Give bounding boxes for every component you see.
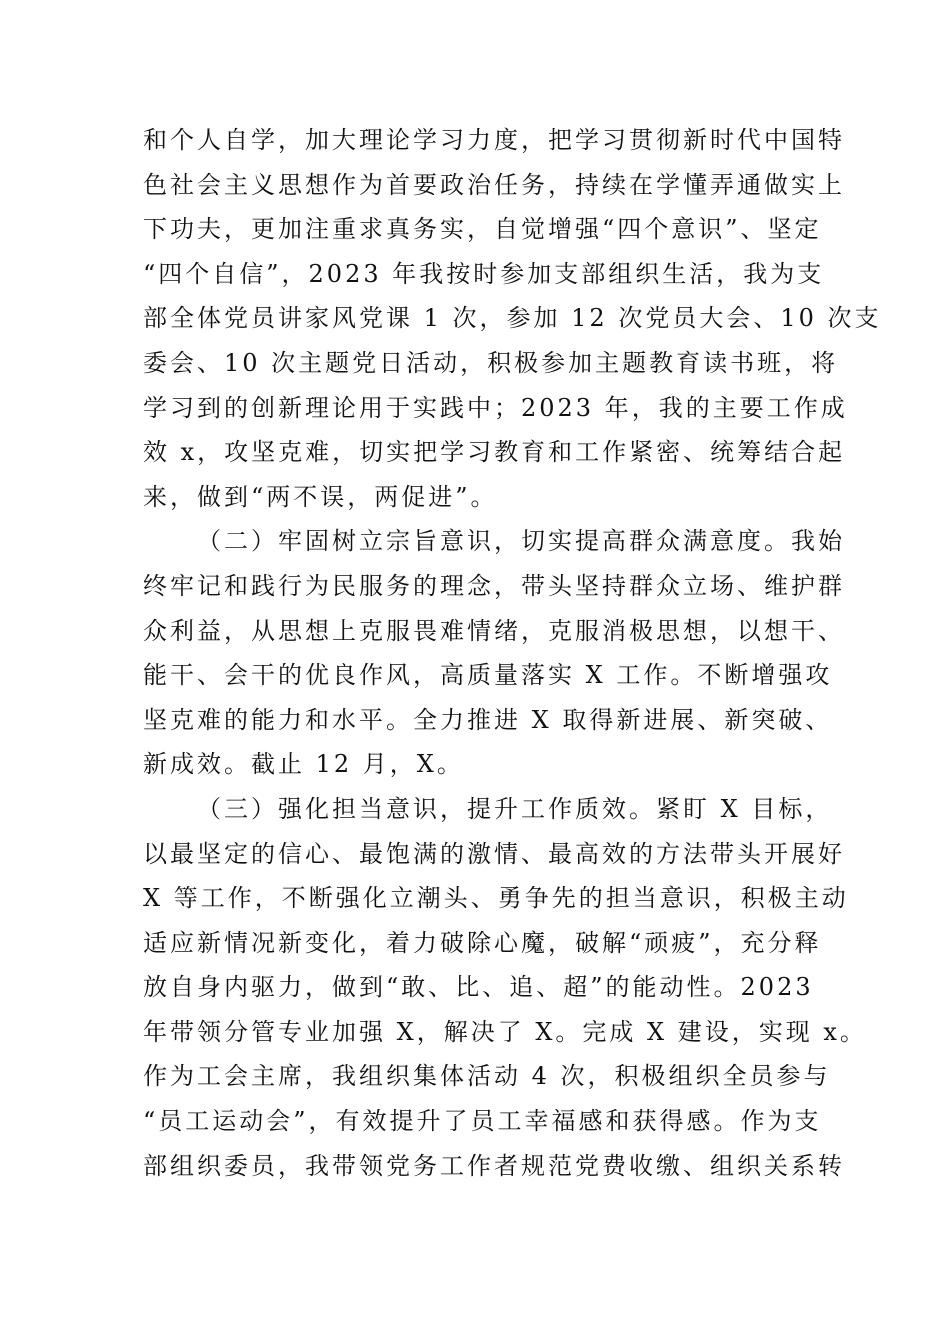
text-line: “员工运动会”，有效提升了员工幸福感和获得感。作为支	[143, 1107, 822, 1136]
text-line: “四个自信”，2023 年我按时参加支部组织生活，我为支	[143, 259, 825, 288]
text-line: 学习到的创新理论用于实践中；2023 年，我的主要工作成	[143, 393, 848, 422]
text-line: 适应新情况新变化，着力破除心魔，破解“顽疲”，充分释	[143, 928, 822, 957]
body-text	[143, 118, 882, 1188]
text-line: 坚克难的能力和水平。全力推进 X 取得新进展、新突破、	[143, 705, 833, 734]
text-line: 部组织委员，我带领党务工作者规范党费收缴、组织关系转	[143, 1151, 845, 1180]
text-line: 放自身内驱力，做到“敢、比、追、超”的能动性。2023	[143, 973, 814, 1002]
text-line: 和个人自学，加大理论学习力度，把学习贯彻新时代中国特	[143, 126, 845, 154]
text-line: 来，做到“两不误，两促进”。	[143, 482, 498, 511]
text-line: 终牢记和践行为民服务的理念，带头坚持群众立场、维护群	[143, 571, 845, 600]
text-line: 年带领分管专业加强 X，解决了 X。完成 X 建设，实现 x。	[143, 1017, 867, 1046]
text-line: 作为工会主席，我组织集体活动 4 次，积极组织全员参与	[143, 1062, 831, 1091]
section-heading-line: （二）牢固树立宗旨意识，切实提高群众满意度。我始	[197, 527, 845, 556]
text-line: 色社会主义思想作为首要政治任务，持续在学懂弄通做实上	[143, 170, 845, 199]
text-line: 以最坚定的信心、最饱满的激情、最高效的方法带头开展好	[143, 839, 845, 868]
text-line: 部全体党员讲家风党课 1 次，参加 12 次党员大会、10 次支	[143, 304, 882, 333]
text-line: 下功夫，更加注重求真务实，自觉增强“四个意识”、坚定	[143, 215, 822, 244]
text-line: 众利益，从思想上克服畏难情绪，克服消极思想，以想干、	[143, 616, 845, 645]
text-line: 能干、会干的优良作风，高质量落实 X 工作。不断增强攻	[143, 661, 833, 690]
text-line: 效 x，攻坚克难，切实把学习教育和工作紧密、统筹结合起	[143, 438, 846, 467]
section-heading-line: （三）强化担当意识，提升工作质效。紧盯 X 目标，	[197, 794, 833, 823]
text-line: 委会、10 次主题党日活动，积极参加主题教育读书班，将	[143, 348, 839, 377]
text-line: X 等工作，不断强化立潮头、勇争先的担当意识，积极主动	[143, 884, 849, 913]
text-line: 新成效。截止 12 月，X。	[143, 750, 464, 779]
